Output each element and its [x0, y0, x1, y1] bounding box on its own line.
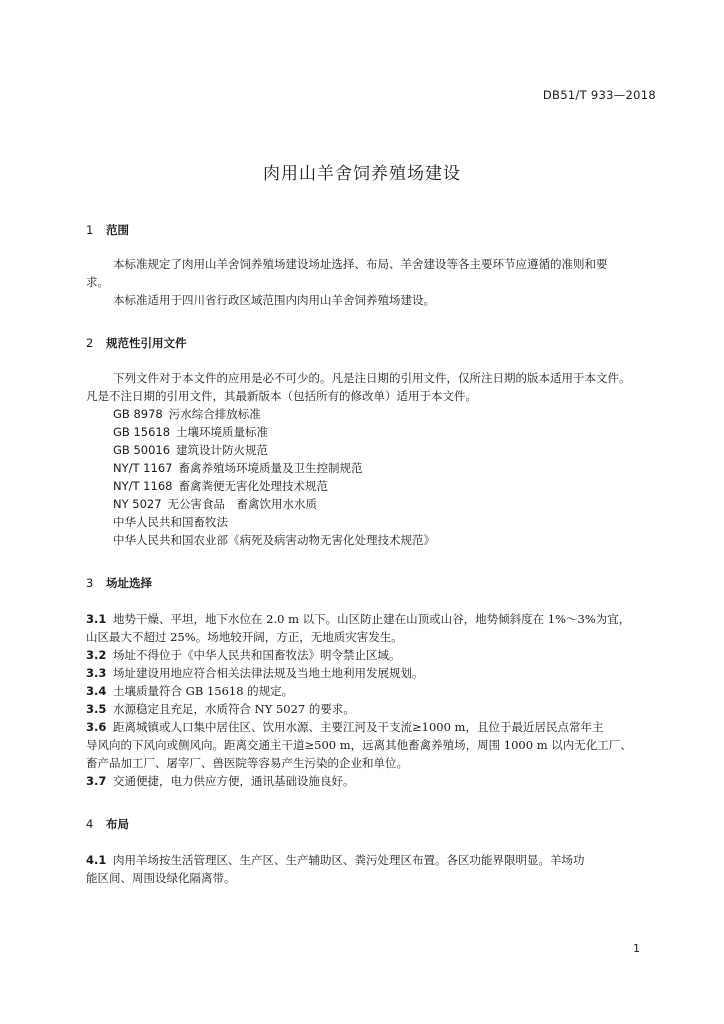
- section-number: 4: [86, 817, 94, 831]
- clause-line: [86, 774, 355, 788]
- clause-line: [86, 720, 603, 734]
- clause-text: 距离城镇或人口集中居住区、饮用水源、主要江河及干支流≥1000 m，且位于最近居民点常年主: [113, 720, 604, 734]
- clause-text: 场址建设用地应符合相关法律法规及当地土地利用发展规划。: [113, 666, 424, 680]
- paragraph-line: 下列文件对于本文件的应用是必不可少的。凡是注日期的引用文件，仅所注日期的版本适用于本文件。: [113, 371, 631, 385]
- section-title: 规范性引用文件: [106, 336, 187, 350]
- reference-code: NY 5027: [113, 497, 162, 511]
- clause-number: 4.1: [86, 853, 107, 867]
- section-heading: [86, 575, 152, 591]
- clause-continuation: 能区间、周围设绿化隔离带。: [86, 871, 236, 885]
- reference-item: [113, 479, 328, 493]
- clause-number: 3.1: [86, 612, 107, 626]
- clause-continuation: 导风向的下风向或侧风向。距离交通主干道≥500 m，远离其他畜禽养殖场，周围 1000 m 以内无化工厂、: [86, 738, 632, 752]
- reference-code: GB 8978: [113, 407, 163, 421]
- reference-item: [113, 425, 268, 439]
- clause-number: 3.6: [86, 720, 107, 734]
- section-heading: [86, 816, 129, 832]
- clause-number: 3.4: [86, 684, 107, 698]
- clause-line: [86, 853, 585, 867]
- reference-code: GB 15618: [113, 425, 171, 439]
- reference-code: GB 50016: [113, 443, 171, 457]
- reference-item: [113, 407, 261, 421]
- clause-continuation: 山区最大不超过 25%。场地较开阔，方正，无地质灾害发生。: [86, 630, 403, 644]
- clause-line: [86, 702, 355, 716]
- paragraph-line: 本标准规定了肉用山羊舍饲养殖场建设场址选择、布局、羊舍建设等各主要环节应遵循的准则和要: [113, 257, 608, 271]
- paragraph-line: 求。: [86, 275, 109, 289]
- document-title: 肉用山羊舍饲养殖场建设: [263, 164, 461, 184]
- clause-line: [86, 648, 401, 662]
- standard-code: DB51/T 933—2018: [542, 88, 656, 102]
- reference-code: NY/T 1168: [113, 479, 173, 493]
- reference-name: 中华人民共和国农业部《病死及病害动物无害化处理技术规范》: [113, 533, 435, 547]
- clause-text: 场址不得位于《中华人民共和国畜牧法》明令禁止区域。: [113, 648, 401, 662]
- reference-name: 土壤环境质量标准: [176, 425, 269, 439]
- reference-name: 污水综合排放标准: [168, 407, 261, 421]
- clause-text: 土壤质量符合 GB 15618 的规定。: [113, 684, 294, 698]
- page-number: 1: [633, 942, 640, 955]
- section-title: 场址选择: [106, 576, 152, 590]
- section-title: 布局: [106, 817, 129, 831]
- reference-code: NY/T 1167: [113, 461, 173, 475]
- reference-name: 畜禽养殖场环境质量及卫生控制规范: [178, 461, 363, 475]
- paragraph-line: 凡是不注日期的引用文件，其最新版本（包括所有的修改单）适用于本文件。: [86, 389, 477, 403]
- reference-item: [113, 515, 228, 529]
- clause-text: 地势干燥、平坦，地下水位在 2.0 m 以下。山区防止建在山顶或山谷，地势倾斜度在 1%～3%为宜，: [113, 612, 631, 626]
- reference-item: [113, 443, 268, 457]
- clause-line: [86, 684, 293, 698]
- clause-number: 3.5: [86, 702, 107, 716]
- reference-item: [113, 533, 435, 547]
- clause-line: [86, 612, 630, 626]
- reference-item: [113, 497, 317, 511]
- reference-name: 中华人民共和国畜牧法: [113, 515, 228, 529]
- reference-item: [113, 461, 362, 475]
- clause-number: 3.3: [86, 666, 107, 680]
- section-number: 2: [86, 336, 94, 350]
- section-number: 3: [86, 576, 94, 590]
- clause-number: 3.2: [86, 648, 107, 662]
- section-heading: [86, 335, 187, 351]
- clause-continuation: 畜产品加工厂、屠宰厂、兽医院等容易产生污染的企业和单位。: [86, 756, 408, 770]
- reference-name: 建筑设计防火规范: [176, 443, 269, 457]
- clause-number: 3.7: [86, 774, 107, 788]
- reference-name: 畜禽粪便无害化处理技术规范: [178, 479, 328, 493]
- reference-name: 无公害食品 畜禽饮用水水质: [167, 497, 318, 511]
- paragraph-line: 本标准适用于四川省行政区域范围内肉用山羊舍饲养殖场建设。: [113, 293, 435, 307]
- clause-text: 水源稳定且充足，水质符合 NY 5027 的要求。: [113, 702, 355, 716]
- clause-text: 肉用羊场按生活管理区、生产区、生产辅助区、粪污处理区布置。各区功能界限明显。羊场功: [113, 853, 585, 867]
- clause-line: [86, 666, 424, 680]
- clause-text: 交通便捷，电力供应方便，通讯基础设施良好。: [113, 774, 355, 788]
- section-number: 1: [86, 223, 94, 237]
- section-heading: [86, 222, 129, 238]
- section-title: 范围: [106, 223, 129, 237]
